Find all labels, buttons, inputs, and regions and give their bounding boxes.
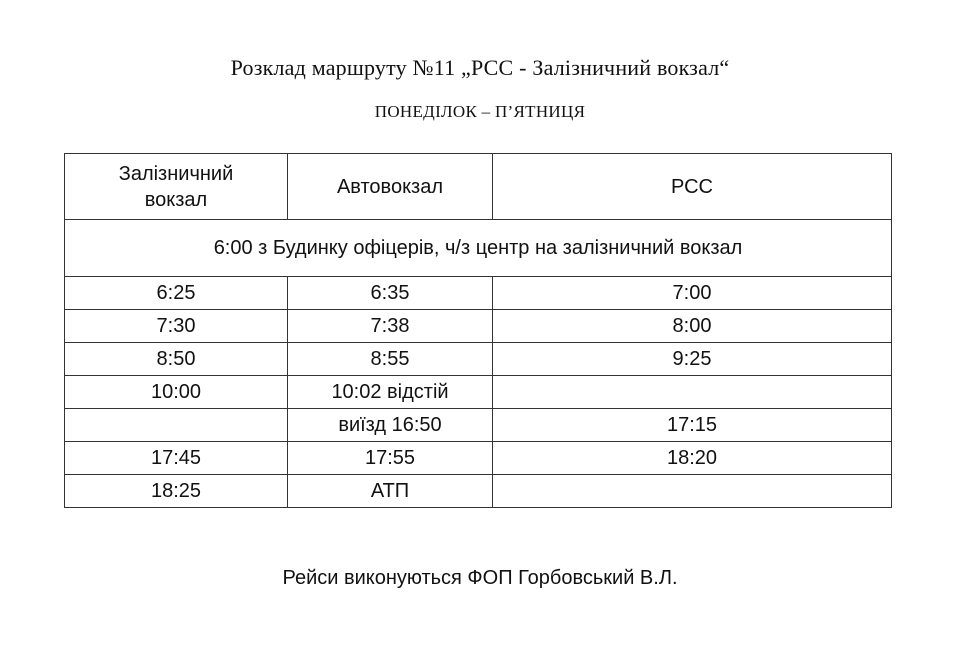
schedule-days: ПОНЕДІЛОК – П’ЯТНИЦЯ xyxy=(374,102,586,121)
schedule-table xyxy=(64,153,892,508)
cell-bus-station-time: 10:02 відстій xyxy=(288,376,493,409)
cell-railway-time: 18:25 xyxy=(65,475,288,508)
cell-railway-time: 6:25 xyxy=(65,277,288,310)
cell-bus-station-time: 7:38 xyxy=(288,310,493,343)
cell-rss-time: 8:00 xyxy=(493,310,892,343)
cell-rss-time xyxy=(493,475,892,508)
cell-railway-time xyxy=(65,409,288,442)
table-row xyxy=(65,442,892,475)
table-note-row xyxy=(65,220,892,277)
table-row xyxy=(65,310,892,343)
cell-rss-time xyxy=(493,376,892,409)
table-row xyxy=(65,277,892,310)
cell-bus-station-time: АТП xyxy=(288,475,493,508)
table-row xyxy=(65,376,892,409)
header-rss: РСС xyxy=(493,154,892,220)
schedule-note: 6:00 з Будинку офіцерів, ч/з центр на залізничний вокзал xyxy=(65,220,892,277)
cell-bus-station-time: виїзд 16:50 xyxy=(288,409,493,442)
cell-bus-station-time: 8:55 xyxy=(288,343,493,376)
cell-rss-time: 7:00 xyxy=(493,277,892,310)
header-bus-station: Автовокзал xyxy=(288,154,493,220)
operator-note: Рейси виконуються ФОП Горбовський В.Л. xyxy=(282,567,678,589)
cell-bus-station-time: 6:35 xyxy=(288,277,493,310)
cell-bus-station-time: 17:55 xyxy=(288,442,493,475)
cell-railway-time: 17:45 xyxy=(65,442,288,475)
cell-rss-time: 17:15 xyxy=(493,409,892,442)
cell-railway-time: 8:50 xyxy=(65,343,288,376)
header-railway-station: Залізничний вокзал xyxy=(65,154,288,220)
table-row xyxy=(65,475,892,508)
table-row xyxy=(65,409,892,442)
table-row xyxy=(65,343,892,376)
cell-rss-time: 18:20 xyxy=(493,442,892,475)
cell-railway-time: 10:00 xyxy=(65,376,288,409)
cell-rss-time: 9:25 xyxy=(493,343,892,376)
table-header-row xyxy=(65,154,892,220)
schedule-title: Розклад маршруту №11 „РСС - Залізничний вокзал“ xyxy=(230,55,730,80)
cell-railway-time: 7:30 xyxy=(65,310,288,343)
